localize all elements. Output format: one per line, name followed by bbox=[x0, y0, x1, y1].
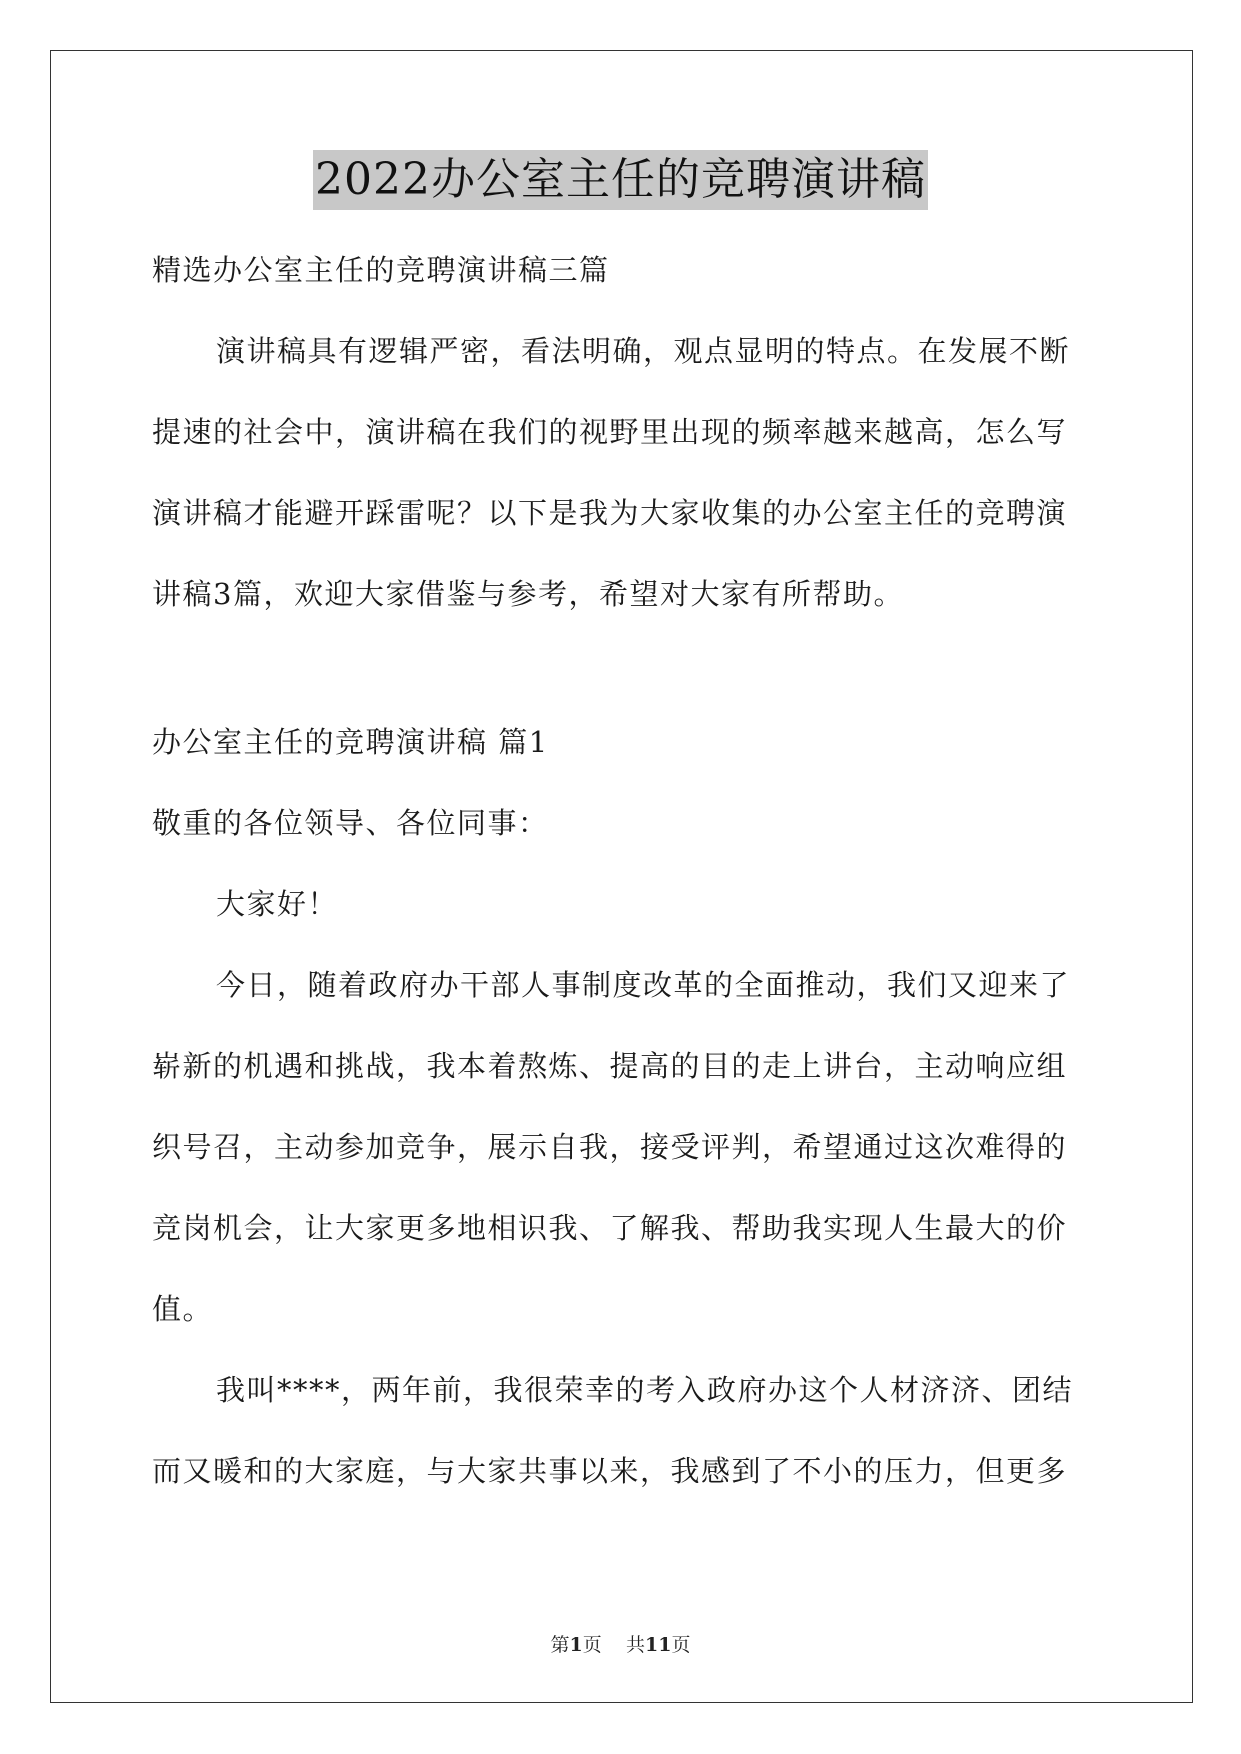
paragraph-line: 崭新的机遇和挑战，我本着熬炼、提高的目的走上讲台，主动响应组 bbox=[152, 1049, 1068, 1083]
greeting: 大家好！ bbox=[216, 887, 339, 921]
paragraph-line: 值。 bbox=[152, 1292, 214, 1326]
intro-line: 讲稿3篇，欢迎大家借鉴与参考，希望对大家有所帮助。 bbox=[152, 577, 904, 611]
paragraph-line: 我叫****，两年前，我很荣幸的考入政府办这个人材济济、团结 bbox=[216, 1373, 1074, 1407]
intro-line: 演讲稿具有逻辑严密，看法明确，观点显明的特点。在发展不断 bbox=[216, 334, 1071, 368]
salutation: 敬重的各位领导、各位同事： bbox=[152, 806, 549, 840]
paragraph-line: 织号召，主动参加竞争，展示自我，接受评判，希望通过这次难得的 bbox=[152, 1130, 1068, 1164]
footer-page-suffix: 页 bbox=[582, 1634, 602, 1656]
total-pages-number: 11 bbox=[644, 1634, 672, 1656]
paragraph-line: 今日，随着政府办干部人事制度改革的全面推动，我们又迎来了 bbox=[216, 968, 1071, 1002]
section-spacer bbox=[152, 635, 1092, 702]
section-heading: 办公室主任的竞聘演讲稿 篇1 bbox=[152, 725, 549, 759]
paragraph-line: 而又暖和的大家庭，与大家共事以来，我感到了不小的压力，但更多 bbox=[152, 1454, 1068, 1488]
subtitle: 精选办公室主任的竞聘演讲稿三篇 bbox=[152, 253, 610, 287]
document-title bbox=[0, 150, 1241, 210]
document-title-text: 2022办公室主任的竞聘演讲稿 bbox=[313, 150, 928, 210]
document-body bbox=[152, 230, 1092, 1512]
intro-line: 提速的社会中，演讲稿在我们的视野里出现的频率越来越高，怎么写 bbox=[152, 415, 1068, 449]
footer-total-suffix: 页 bbox=[671, 1634, 691, 1656]
intro-line: 演讲稿才能避开踩雷呢？以下是我为大家收集的办公室主任的竞聘演 bbox=[152, 496, 1068, 530]
current-page-number: 1 bbox=[569, 1634, 583, 1656]
paragraph-line: 竞岗机会，让大家更多地相识我、了解我、帮助我实现人生最大的价 bbox=[152, 1211, 1068, 1245]
footer-prefix: 第 bbox=[550, 1634, 570, 1656]
footer-total-prefix: 共 bbox=[625, 1634, 645, 1656]
page-footer bbox=[0, 1630, 1241, 1657]
